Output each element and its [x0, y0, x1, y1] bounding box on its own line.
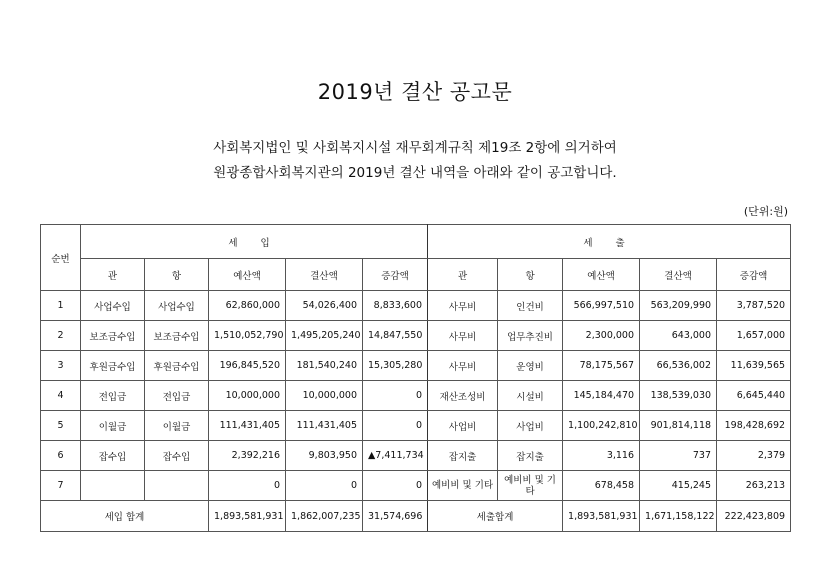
cell-income-gwan: 사업수입: [81, 291, 145, 321]
cell-expense-gwan: 사무비: [428, 351, 498, 381]
subheader-expense-hang: 항: [498, 259, 563, 291]
cell-expense-hang: 인건비: [498, 291, 563, 321]
cell-expense-budget: 566,997,510: [563, 291, 640, 321]
cell-expense-budget: 3,116: [563, 441, 640, 471]
income-total-settle: 1,862,007,235: [286, 501, 363, 532]
cell-expense-budget: 78,175,567: [563, 351, 640, 381]
cell-expense-gwan: 재산조성비: [428, 381, 498, 411]
cell-income-settle: 181,540,240: [286, 351, 363, 381]
cell-expense-hang: 시설비: [498, 381, 563, 411]
cell-row-no: 6: [41, 441, 81, 471]
cell-expense-hang: 업무추진비: [498, 321, 563, 351]
table-row: [41, 321, 791, 351]
cell-income-gwan: 전입금: [81, 381, 145, 411]
cell-expense-settle: 737: [640, 441, 717, 471]
cell-income-gwan: 보조금수입: [81, 321, 145, 351]
cell-income-budget: 196,845,520: [209, 351, 286, 381]
cell-expense-budget: 2,300,000: [563, 321, 640, 351]
cell-income-diff: 0: [363, 381, 428, 411]
cell-income-diff: ▲7,411,734: [363, 441, 428, 471]
cell-income-gwan: 이월금: [81, 411, 145, 441]
subheader-income-budget: 예산액: [209, 259, 286, 291]
total-row: [41, 501, 791, 532]
subheader-expense-budget: 예산액: [563, 259, 640, 291]
cell-income-hang: 보조금수입: [145, 321, 209, 351]
cell-income-budget: 10,000,000: [209, 381, 286, 411]
subheader-expense-gwan: 관: [428, 259, 498, 291]
cell-expense-gwan: 사무비: [428, 321, 498, 351]
table-row: [41, 441, 791, 471]
cell-expense-gwan: 예비비 및 기타: [428, 471, 498, 501]
cell-income-settle: 10,000,000: [286, 381, 363, 411]
subheader-expense-settle: 결산액: [640, 259, 717, 291]
settlement-table: [40, 224, 791, 532]
cell-expense-diff: 2,379: [717, 441, 791, 471]
cell-expense-hang: 잡지출: [498, 441, 563, 471]
cell-expense-settle: 563,209,990: [640, 291, 717, 321]
cell-expense-diff: 263,213: [717, 471, 791, 501]
cell-row-no: 3: [41, 351, 81, 381]
cell-income-hang: [145, 471, 209, 501]
cell-row-no: 7: [41, 471, 81, 501]
cell-expense-settle: 901,814,118: [640, 411, 717, 441]
cell-income-hang: 이월금: [145, 411, 209, 441]
income-total-diff: 31,574,696: [363, 501, 428, 532]
header-expense: 세 출: [428, 225, 791, 259]
cell-expense-gwan: 사업비: [428, 411, 498, 441]
unit-label: (단위:원): [743, 205, 788, 218]
cell-income-diff: 0: [363, 471, 428, 501]
cell-income-settle: 0: [286, 471, 363, 501]
cell-expense-hang: 운영비: [498, 351, 563, 381]
cell-income-gwan: 잡수입: [81, 441, 145, 471]
cell-expense-diff: 6,645,440: [717, 381, 791, 411]
header-no: 순번: [41, 225, 81, 291]
cell-expense-gwan: 사무비: [428, 291, 498, 321]
cell-income-budget: 0: [209, 471, 286, 501]
intro-line-1: 사회복지법인 및 사회복지시설 재무회계규칙 제19조 2항에 의거하여: [213, 140, 617, 156]
cell-income-diff: 8,833,600: [363, 291, 428, 321]
subheader-income-hang: 항: [145, 259, 209, 291]
expense-total-label: 세출합계: [428, 501, 563, 532]
cell-expense-diff: 11,639,565: [717, 351, 791, 381]
cell-expense-diff: 1,657,000: [717, 321, 791, 351]
cell-income-diff: 15,305,280: [363, 351, 428, 381]
cell-row-no: 4: [41, 381, 81, 411]
cell-income-settle: 1,495,205,240: [286, 321, 363, 351]
cell-expense-hang: 예비비 및 기타: [498, 471, 563, 501]
cell-expense-diff: 198,428,692: [717, 411, 791, 441]
cell-income-budget: 62,860,000: [209, 291, 286, 321]
income-total-label: 세입 합계: [41, 501, 209, 532]
cell-expense-budget: 678,458: [563, 471, 640, 501]
cell-income-budget: 111,431,405: [209, 411, 286, 441]
cell-income-hang: 후원금수입: [145, 351, 209, 381]
cell-income-diff: 14,847,550: [363, 321, 428, 351]
cell-row-no: 1: [41, 291, 81, 321]
table-row: [41, 411, 791, 441]
cell-income-diff: 0: [363, 411, 428, 441]
header-income: 세 입: [81, 225, 428, 259]
cell-income-settle: 54,026,400: [286, 291, 363, 321]
subheader-expense-diff: 증감액: [717, 259, 791, 291]
cell-row-no: 5: [41, 411, 81, 441]
table-row: [41, 351, 791, 381]
income-total-budget: 1,893,581,931: [209, 501, 286, 532]
cell-income-gwan: 후원금수입: [81, 351, 145, 381]
cell-expense-gwan: 잡지출: [428, 441, 498, 471]
subheader-income-gwan: 관: [81, 259, 145, 291]
cell-expense-settle: 643,000: [640, 321, 717, 351]
cell-expense-hang: 사업비: [498, 411, 563, 441]
cell-income-budget: 1,510,052,790: [209, 321, 286, 351]
expense-total-diff: 222,423,809: [717, 501, 791, 532]
cell-expense-settle: 415,245: [640, 471, 717, 501]
cell-income-budget: 2,392,216: [209, 441, 286, 471]
subheader-income-settle: 결산액: [286, 259, 363, 291]
cell-income-hang: 잡수입: [145, 441, 209, 471]
table-row: [41, 381, 791, 411]
cell-expense-budget: 145,184,470: [563, 381, 640, 411]
intro-line-2: 원광종합사회복지관의 2019년 결산 내역을 아래와 같이 공고합니다.: [213, 165, 617, 181]
table-row: [41, 291, 791, 321]
cell-expense-settle: 66,536,002: [640, 351, 717, 381]
expense-total-budget: 1,893,581,931: [563, 501, 640, 532]
cell-income-hang: 전입금: [145, 381, 209, 411]
cell-expense-diff: 3,787,520: [717, 291, 791, 321]
cell-row-no: 2: [41, 321, 81, 351]
cell-expense-budget: 1,100,242,810: [563, 411, 640, 441]
page-title: 2019년 결산 공고문: [317, 80, 513, 104]
table-row: [41, 471, 791, 501]
cell-expense-settle: 138,539,030: [640, 381, 717, 411]
cell-income-settle: 9,803,950: [286, 441, 363, 471]
cell-income-settle: 111,431,405: [286, 411, 363, 441]
cell-income-hang: 사업수입: [145, 291, 209, 321]
subheader-income-diff: 증감액: [363, 259, 428, 291]
cell-income-gwan: [81, 471, 145, 501]
expense-total-settle: 1,671,158,122: [640, 501, 717, 532]
